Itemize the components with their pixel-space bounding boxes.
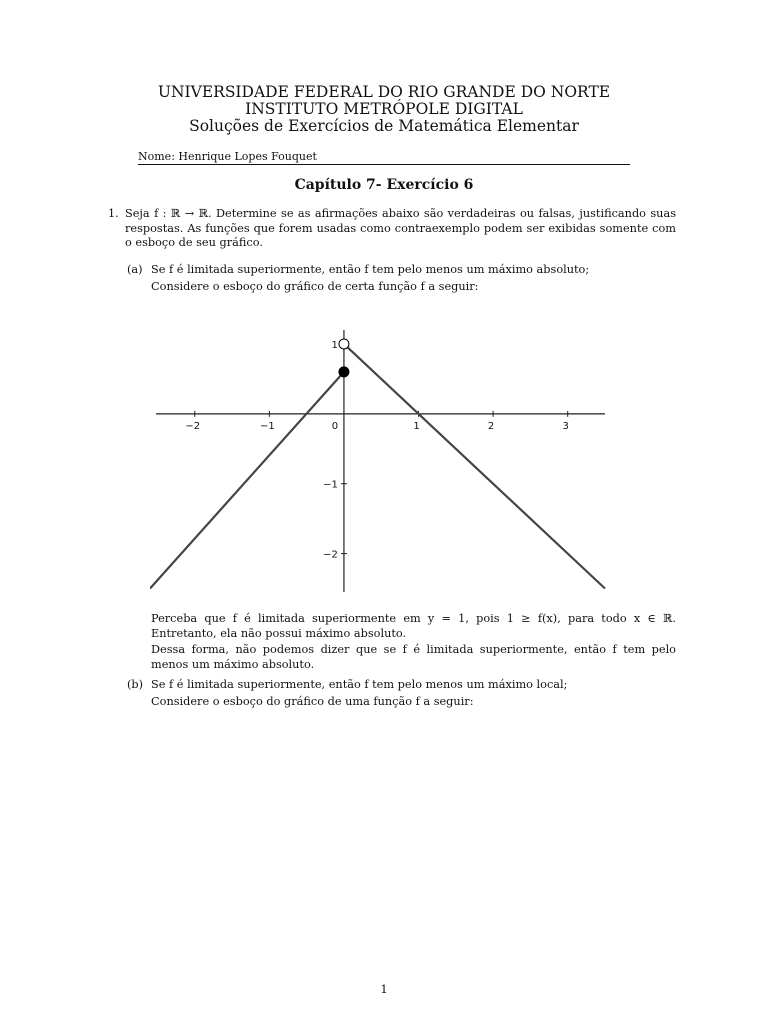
item-b-label: (b) <box>127 678 144 691</box>
series-line <box>344 344 605 589</box>
x-tick-label: −2 <box>185 420 201 432</box>
item-a-conclusion: Dessa forma, não podemos dizer que se f é limitada superiormente, então f tem pelo menos um máximo absoluto. <box>151 643 676 671</box>
name-value: Henrique Lopes Fouquet <box>178 150 317 163</box>
item-a-intro: Considere o esboço do gráfico de certa função f a seguir: <box>151 280 479 293</box>
university-name: UNIVERSIDADE FEDERAL DO RIO GRANDE DO NORTE <box>157 83 611 101</box>
x-tick-label: 0 <box>331 420 339 432</box>
y-tick-label: −2 <box>323 549 338 561</box>
open-point <box>339 339 349 349</box>
axes <box>156 330 605 592</box>
x-tick-label: 1 <box>413 420 420 432</box>
x-tick-label: 2 <box>487 420 495 432</box>
ticks <box>185 340 569 561</box>
document-subtitle: Soluções de Exercícios de Matemática Elementar <box>189 117 579 135</box>
question-number: 1. <box>108 207 119 220</box>
item-a-label: (a) <box>127 263 143 276</box>
y-tick-label: −1 <box>323 479 338 491</box>
series <box>150 344 605 589</box>
item-b-intro: Considere o esboço do gráfico de uma função f a seguir: <box>151 695 474 708</box>
y-tick-label: 1 <box>331 339 338 351</box>
function-graph <box>150 330 610 595</box>
series-line <box>150 372 344 589</box>
name-row <box>138 150 630 165</box>
question-text: Seja f : ℝ → ℝ. Determine se as afirmações abaixo são verdadeiras ou falsas, justificando suas respostas. As funções que forem usadas como contraexemplo podem ser exibidas somente com o esboço de seu gráfico. <box>125 207 676 249</box>
institute-name: INSTITUTO METRÓPOLE DIGITAL <box>245 100 523 118</box>
page-number: 1 <box>380 982 388 996</box>
item-a-statement: Se f é limitada superiormente, então f tem pelo menos um máximo absoluto; <box>151 263 590 276</box>
item-b-statement: Se f é limitada superiormente, então f tem pelo menos um máximo local; <box>151 678 568 691</box>
x-tick-label: −1 <box>259 420 275 432</box>
item-a-explanation: Perceba que f é limitada superiormente em y = 1, pois 1 ≥ f(x), para todo x ∈ ℝ. Entretanto, ela não possui máximo absoluto. <box>151 612 676 640</box>
filled-point <box>339 367 349 377</box>
chapter-title: Capítulo 7- Exercício 6 <box>294 177 474 193</box>
x-tick-label: 3 <box>562 420 569 432</box>
name-label: Nome: <box>138 150 175 163</box>
